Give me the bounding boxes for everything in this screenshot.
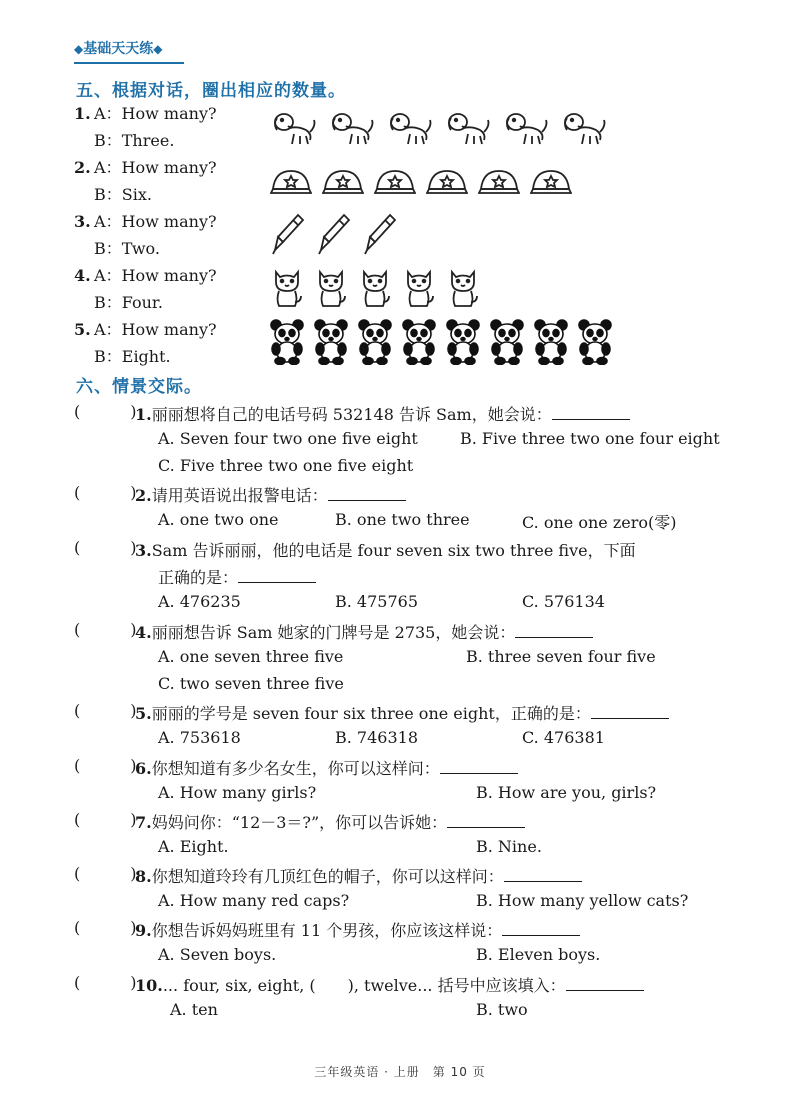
answer-bracket-3[interactable]: ( )	[74, 538, 137, 557]
line-b: B：Six.	[94, 185, 152, 204]
dialogue-3	[74, 208, 217, 262]
cat-icon[interactable]	[402, 266, 436, 310]
item-number: 3.	[74, 212, 91, 231]
question-5: 5.丽丽的学号是 seven four six three one eight，正确的是：	[135, 701, 669, 724]
option-a[interactable]: A. How many girls?	[158, 783, 317, 802]
answer-bracket-9[interactable]: ( )	[74, 918, 137, 937]
answer-bracket-6[interactable]: ( )	[74, 756, 137, 775]
cat-icon[interactable]	[358, 266, 392, 310]
question-4: 4.丽丽想告诉 Sam 她家的门牌号是 2735，她会说：	[135, 620, 593, 643]
item-number: 2.	[74, 158, 91, 177]
option-a[interactable]: A. one two one	[158, 510, 279, 529]
section-badge	[74, 38, 162, 58]
option-b[interactable]: B. 746318	[335, 728, 419, 747]
panda-icon[interactable]	[270, 319, 304, 365]
pen-icon[interactable]	[316, 211, 352, 257]
option-b[interactable]: B. 475765	[335, 592, 419, 611]
answer-blank[interactable]	[502, 919, 580, 936]
line-a: A：How many?	[94, 212, 217, 231]
panda-icon[interactable]	[358, 319, 392, 365]
option-c[interactable]: C. Five three two one five eight	[158, 456, 414, 475]
puppy-icon[interactable]	[444, 108, 492, 148]
dialogue-1	[74, 100, 217, 154]
item-number: 4.	[74, 266, 91, 285]
cat-group	[270, 264, 480, 312]
panda-icon[interactable]	[446, 319, 480, 365]
option-a[interactable]: A. 753618	[158, 728, 241, 747]
dialogue-4	[74, 262, 217, 316]
pen-icon[interactable]	[362, 211, 398, 257]
section5-title: 五、根据对话，圈出相应的数量。	[76, 81, 346, 101]
question-8: 8.你想知道玲玲有几顶红色的帽子，你可以这样问：	[135, 864, 582, 887]
pen-group	[270, 210, 398, 258]
option-a[interactable]: A. Eight.	[158, 837, 229, 856]
diamond-icon: ◆	[74, 42, 84, 56]
panda-icon[interactable]	[402, 319, 436, 365]
answer-bracket-5[interactable]: ( )	[74, 701, 137, 720]
cap-icon[interactable]	[374, 165, 416, 195]
option-b[interactable]: B. three seven four five	[466, 647, 656, 666]
answer-blank[interactable]	[328, 484, 406, 501]
option-b[interactable]: B. How many yellow cats?	[476, 891, 689, 910]
line-b: B：Four.	[94, 293, 163, 312]
option-a[interactable]: A. Seven four two one five eight	[158, 429, 418, 448]
cap-icon[interactable]	[530, 165, 572, 195]
badge-label: 基础天天练	[83, 41, 154, 57]
diamond-icon: ◆	[153, 42, 163, 56]
option-c[interactable]: C. two seven three five	[158, 674, 344, 693]
line-b: B：Eight.	[94, 347, 171, 366]
answer-bracket-10[interactable]: ( )	[74, 973, 137, 992]
question-3: 3.Sam 告诉丽丽，他的电话是 four seven six two three five，下面	[135, 541, 636, 560]
line-a: A：How many?	[94, 320, 217, 339]
answer-blank[interactable]	[515, 621, 593, 638]
cap-icon[interactable]	[322, 165, 364, 195]
option-a[interactable]: A. one seven three five	[158, 647, 344, 666]
line-a: A：How many?	[94, 266, 217, 285]
option-c[interactable]: C. one one zero(零)	[522, 513, 677, 532]
cat-icon[interactable]	[314, 266, 348, 310]
answer-blank[interactable]	[504, 865, 582, 882]
section6-title: 六、情景交际。	[76, 377, 202, 397]
answer-blank[interactable]	[447, 811, 525, 828]
cap-icon[interactable]	[270, 165, 312, 195]
option-c[interactable]: C. 476381	[522, 728, 605, 747]
puppy-icon[interactable]	[502, 108, 550, 148]
item-number: 1.	[74, 104, 91, 123]
puppy-group	[270, 104, 608, 152]
answer-bracket-2[interactable]: ( )	[74, 483, 137, 502]
cap-group	[270, 156, 572, 204]
option-a[interactable]: A. Seven boys.	[158, 945, 277, 964]
puppy-icon[interactable]	[386, 108, 434, 148]
item-number: 5.	[74, 320, 91, 339]
answer-bracket-1[interactable]: ( )	[74, 402, 137, 421]
option-b[interactable]: B. one two three	[335, 510, 470, 529]
page-footer: 三年级英语 · 上册 第 10 页	[314, 1065, 486, 1079]
answer-bracket-7[interactable]: ( )	[74, 810, 137, 829]
option-b[interactable]: B. Nine.	[476, 837, 542, 856]
answer-bracket-8[interactable]: ( )	[74, 864, 137, 883]
option-b[interactable]: B. Eleven boys.	[476, 945, 601, 964]
answer-bracket-4[interactable]: ( )	[74, 620, 137, 639]
answer-blank[interactable]	[440, 757, 518, 774]
line-a: A：How many?	[94, 158, 217, 177]
pen-icon[interactable]	[270, 211, 306, 257]
line-a: A：How many?	[94, 104, 217, 123]
answer-blank[interactable]	[566, 974, 644, 991]
answer-blank[interactable]	[591, 702, 669, 719]
panda-icon[interactable]	[578, 319, 612, 365]
option-c[interactable]: C. 576134	[522, 592, 605, 611]
question-1: 1.丽丽想将自己的电话号码 532148 告诉 Sam，她会说：	[135, 402, 630, 425]
badge-underline	[74, 62, 184, 64]
question-10: 10.... four, six, eight, ( ), twelve... 括号中应该填入：	[135, 973, 644, 996]
puppy-icon[interactable]	[270, 108, 318, 148]
line-b: B：Three.	[94, 131, 175, 150]
dialogue-2	[74, 154, 217, 208]
option-a[interactable]: A. ten	[170, 1000, 218, 1019]
option-b[interactable]: B. Five three two one four eight	[460, 429, 720, 448]
question-7: 7.妈妈问你：“12－3＝?”，你可以告诉她：	[135, 810, 525, 833]
question-3-continued: 正确的是：	[158, 565, 316, 588]
panda-icon[interactable]	[490, 319, 524, 365]
panda-icon[interactable]	[314, 319, 348, 365]
line-b: B：Two.	[94, 239, 160, 258]
puppy-icon[interactable]	[560, 108, 608, 148]
panda-group	[270, 318, 612, 366]
option-a[interactable]: A. 476235	[158, 592, 241, 611]
question-9: 9.你想告诉妈妈班里有 11 个男孩，你应该这样说：	[135, 918, 580, 941]
cat-icon[interactable]	[270, 266, 304, 310]
option-b[interactable]: B. How are you, girls?	[476, 783, 657, 802]
question-2: 2.请用英语说出报警电话：	[135, 483, 406, 506]
puppy-icon[interactable]	[328, 108, 376, 148]
dialogue-5	[74, 316, 217, 370]
option-a[interactable]: A. How many red caps?	[158, 891, 350, 910]
cap-icon[interactable]	[426, 165, 468, 195]
answer-blank[interactable]	[552, 403, 630, 420]
cat-icon[interactable]	[446, 266, 480, 310]
panda-icon[interactable]	[534, 319, 568, 365]
option-b[interactable]: B. two	[476, 1000, 528, 1019]
question-6: 6.你想知道有多少名女生，你可以这样问：	[135, 756, 518, 779]
cap-icon[interactable]	[478, 165, 520, 195]
answer-blank[interactable]	[238, 566, 316, 583]
